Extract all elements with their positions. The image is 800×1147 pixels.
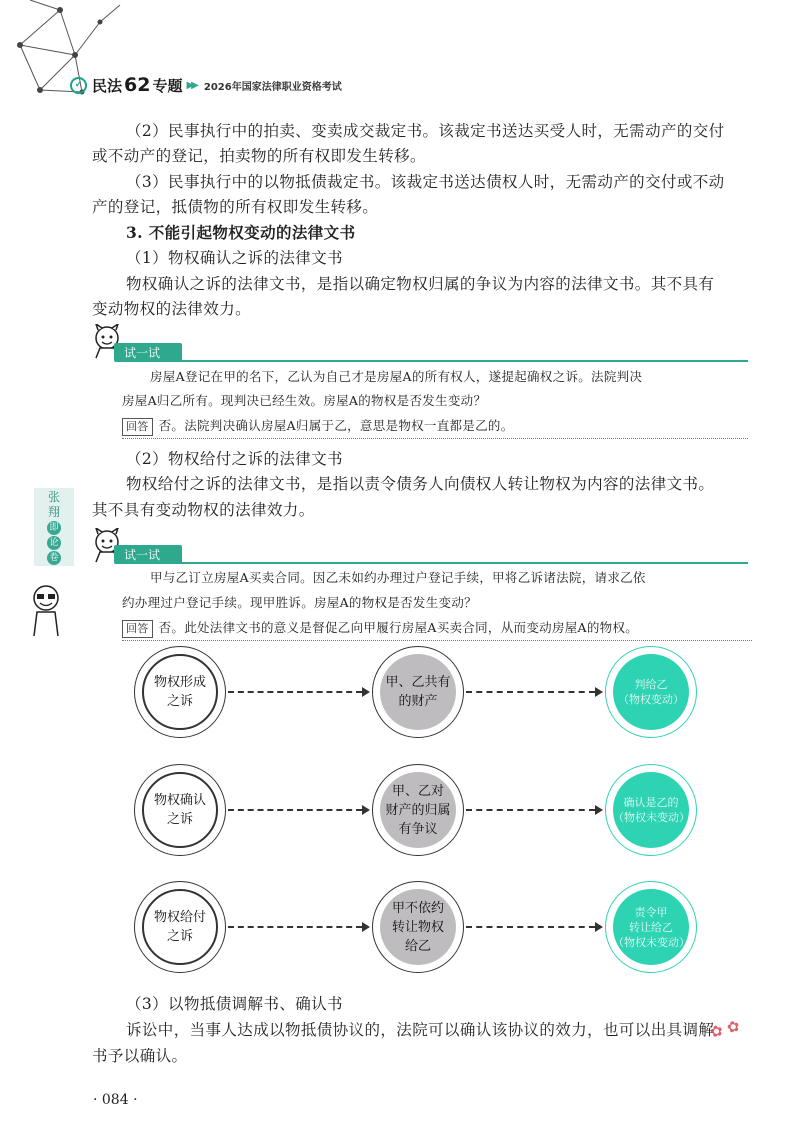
paragraph-2-line1: （2）民事执行中的拍卖、变卖成交裁定书。该裁定书送达买受人时，无需动产的交付 <box>126 122 725 140</box>
diagram-node-left <box>142 889 218 965</box>
side-tab-circle: 即 <box>47 521 61 535</box>
try-it-label: 试一试 <box>114 545 182 564</box>
page-number: · 084 · <box>93 1092 138 1108</box>
diagram-node-middle <box>380 772 456 848</box>
node-text-line: 确认是乙的 <box>623 796 679 809</box>
node-text-line: 物权确认 <box>153 793 206 808</box>
side-tab-char: 翔 <box>47 505 60 519</box>
try1-answer-text: 否。法院判决确认房屋A归属于乙，意思是物权一直都是乙的。 <box>158 418 514 433</box>
paragraph-3-line2: 产的登记，抵债物的所有权即发生转移。 <box>92 198 379 216</box>
arrowhead-icon <box>362 805 370 815</box>
node-text-line: 甲、乙对 <box>391 783 444 799</box>
arrowhead-icon <box>362 687 370 697</box>
diagram-node-middle <box>380 654 456 730</box>
node-text-line: 财产的归属 <box>385 802 451 818</box>
try2-question-line2: 约办理过户登记手续。现甲胜诉。房屋A的物权是否发生变动？ <box>122 595 477 610</box>
book-logo-icon: ✓ <box>70 77 87 94</box>
diagram-node-left <box>142 654 218 730</box>
try2-answer <box>122 616 752 641</box>
dashed-arrow-line <box>466 926 595 928</box>
subsection-3-line2: 书予以确认。 <box>92 1047 188 1065</box>
try1-answer <box>122 414 748 439</box>
subsection-1-line1: 物权确认之诉的法律文书，是指以确定物权归属的争议为内容的法律文书。其不具有 <box>126 275 715 293</box>
subsection-2-line1: 物权给付之诉的法律文书，是指以责令债务人向债权人转让物权为内容的法律文书。 <box>126 475 715 493</box>
try-it-divider <box>118 360 748 362</box>
corner-network-decoration <box>0 0 140 120</box>
node-text-line: （物权未变动） <box>613 811 690 824</box>
node-text-line: 有争议 <box>398 821 438 837</box>
node-text-line: 转让物权 <box>391 919 444 935</box>
node-text-line: 判给乙 <box>634 678 668 691</box>
diagram-node-left <box>142 772 218 848</box>
diagram-node-right <box>613 772 689 848</box>
try1-question-line2: 房屋A归乙所有。现判决已经生效。房屋A的物权是否发生变动？ <box>122 393 487 408</box>
subheading-2: （2）物权给付之诉的法律文书 <box>126 450 343 468</box>
try2-question-line1: 甲与乙订立房屋A买卖合同。因乙未如约办理过户登记手续，甲将乙诉诸法院，请求乙依 <box>150 570 646 585</box>
page-header <box>70 73 342 97</box>
subsection-3-line1: 诉讼中，当事人达成以物抵债协议的，法院可以确认该协议的效力，也可以出具调解 <box>126 1021 715 1039</box>
dashed-arrow-line <box>228 809 362 811</box>
node-text-line: 给乙 <box>404 938 431 954</box>
node-text-line: 的财产 <box>398 694 438 709</box>
node-text-line: 甲不依约 <box>391 900 444 916</box>
node-text-line: 物权给付 <box>153 910 206 925</box>
arrowhead-icon <box>362 922 370 932</box>
diagram-node-middle <box>380 889 456 965</box>
paragraph-2-line2: 或不动产的登记，拍卖物的所有权即发生转移。 <box>92 147 426 165</box>
diagram-node-right <box>613 889 689 965</box>
subheading-1: （1）物权确认之诉的法律文书 <box>126 249 343 267</box>
answer-tag: 回答 <box>122 418 153 436</box>
try-it-divider <box>118 562 748 564</box>
side-tab-char: 张 <box>47 490 60 504</box>
node-text-line: 责令甲 <box>634 905 668 919</box>
side-tab-circle: 卷 <box>47 551 61 565</box>
node-text-line: 之诉 <box>166 929 193 944</box>
node-text-line: 物权形成 <box>153 675 206 690</box>
answer-tag: 回答 <box>122 620 153 638</box>
exam-title: 2026年国家法律职业资格考试 <box>203 81 342 93</box>
subsection-2-line2: 其不具有变动物权的法律效力。 <box>92 501 315 519</box>
side-tab-circle: 论 <box>47 536 61 550</box>
node-text-line: 之诉 <box>166 812 193 827</box>
double-arrow-icon: ▶▶ <box>186 79 196 91</box>
try2-answer-text: 否。此处法律文书的意义是督促乙向甲履行房屋A买卖合同，从而变动房屋A的物权。 <box>158 620 639 635</box>
arrowhead-icon <box>595 805 603 815</box>
node-text-line: 之诉 <box>166 694 193 709</box>
node-text-line: （物权未变动） <box>613 935 690 949</box>
red-stamp-decoration: ✿ ✿ <box>708 1016 742 1042</box>
subheading-3: （3）以物抵债调解书、确认书 <box>126 995 343 1013</box>
dashed-arrow-line <box>228 926 362 928</box>
dashed-arrow-line <box>466 809 595 811</box>
try1-question-line1: 房屋A登记在甲的名下，乙认为自己才是房屋A的所有权人，遂提起确权之诉。法院判决 <box>150 369 643 384</box>
try-it-label: 试一试 <box>114 343 182 362</box>
dashed-arrow-line <box>466 691 595 693</box>
subsection-1-line2: 变动物权的法律效力。 <box>92 300 252 318</box>
section-heading: 3. 不能引起物权变动的法律文书 <box>126 223 356 242</box>
side-tab <box>34 488 74 566</box>
mascot-side-icon <box>26 580 66 638</box>
series-title: 民法 62 专题 <box>92 74 183 96</box>
node-text-line: 转让给乙 <box>629 920 673 934</box>
node-text-line: （物权变动） <box>618 693 684 706</box>
diagram-node-right <box>613 654 689 730</box>
paragraph-3-line1: （3）民事执行中的以物抵债裁定书。该裁定书送达债权人时，无需动产的交付或不动 <box>126 173 725 191</box>
dashed-arrow-line <box>228 691 362 693</box>
arrowhead-icon <box>595 922 603 932</box>
node-text-line: 甲、乙共有 <box>385 675 451 690</box>
arrowhead-icon <box>595 687 603 697</box>
